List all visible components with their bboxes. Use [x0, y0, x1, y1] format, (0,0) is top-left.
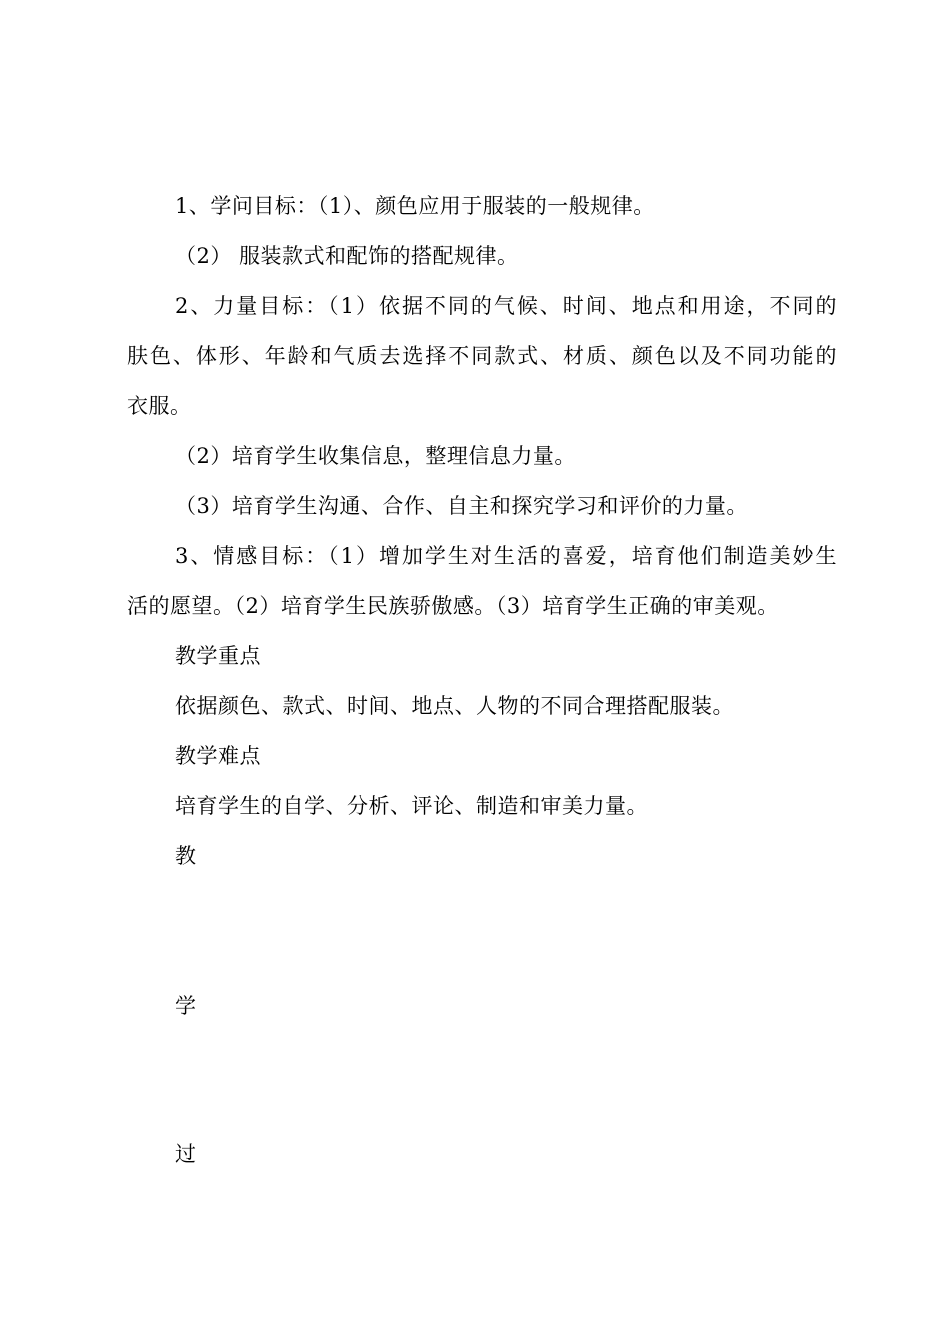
knowledge-goal-item-2: （2） 服装款式和配饰的搭配规律。 — [175, 244, 519, 268]
process-char-1: 教 — [175, 844, 197, 868]
process-char-3: 过 — [175, 1142, 197, 1166]
teaching-difficulty-heading: 教学难点 — [175, 744, 261, 768]
process-char-2: 学 — [175, 994, 197, 1018]
teaching-focus-text: 依据颜色、款式、时间、地点、人物的不同合理搭配服装。 — [175, 694, 734, 718]
emotion-goal-line-2: 活的愿望。（2）培育学生民族骄傲感。（3）培育学生正确的审美观。 — [127, 594, 779, 618]
ability-goal-line-2: 肤色、体形、年龄和气质去选择不同款式、材质、颜色以及不同功能的 — [127, 344, 837, 368]
teaching-difficulty-text: 培育学生的自学、分析、评论、制造和审美力量。 — [175, 794, 648, 818]
knowledge-goal-line: 1、学问目标：（1）、颜色应用于服装的一般规律。 — [175, 194, 655, 218]
ability-goal-item-3: （3）培育学生沟通、合作、自主和探究学习和评价的力量。 — [175, 494, 748, 518]
emotion-goal-line-1: 3、情感目标：（1）增加学生对生活的喜爱，培育他们制造美妙生 — [175, 544, 837, 568]
ability-goal-line-3: 衣服。 — [127, 394, 192, 418]
ability-goal-item-2: （2）培育学生收集信息，整理信息力量。 — [175, 444, 576, 468]
ability-goal-line-1: 2、力量目标：（1）依据不同的气候、时间、地点和用途，不同的 — [175, 294, 837, 318]
teaching-focus-heading: 教学重点 — [175, 644, 261, 668]
